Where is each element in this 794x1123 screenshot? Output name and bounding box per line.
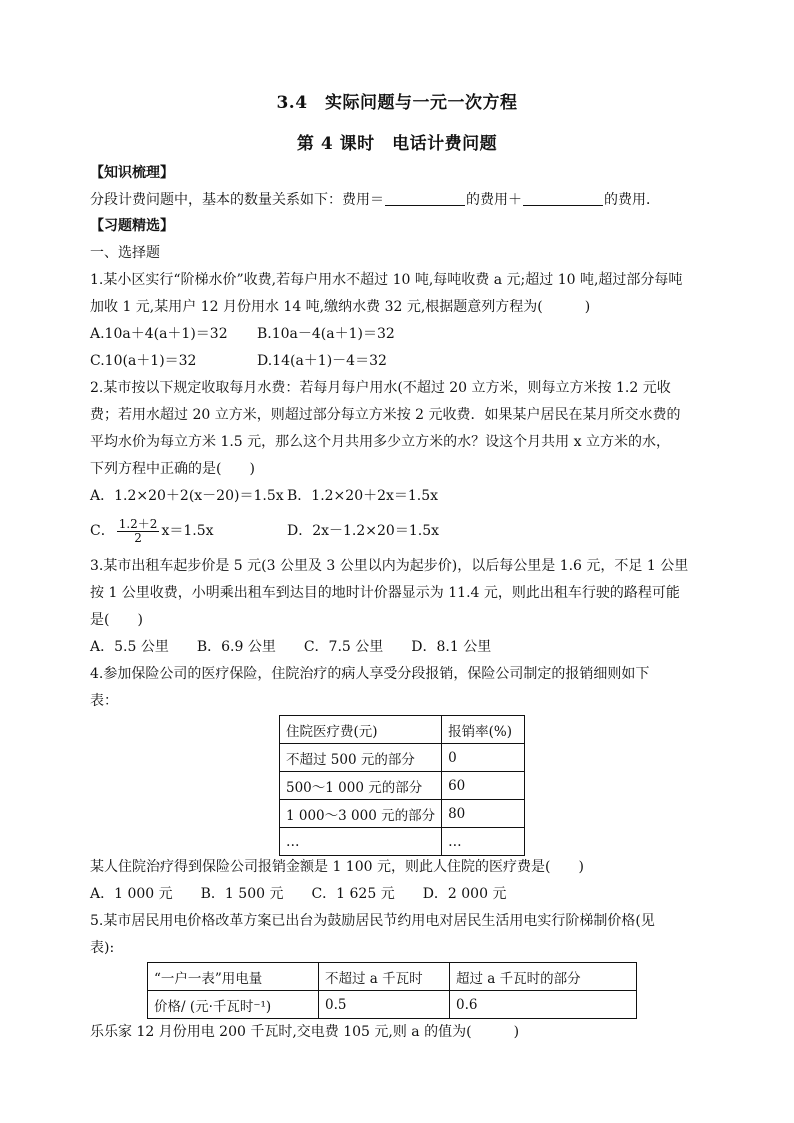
table-header-row xyxy=(280,716,525,744)
q1-line2: 加收 1 元,某用户 12 月份用水 14 吨,缴纳水费 32 元,根据题意列方程为( ) xyxy=(90,299,591,315)
q2-option-c xyxy=(90,514,214,548)
q3-line3: 是( ) xyxy=(90,612,143,628)
table-cell: 0.5 xyxy=(319,991,450,1019)
q2-option-d: D．2x－1.2×20＝1.5x xyxy=(287,523,439,539)
q4-line3: 某人住院治疗得到保险公司报销金额是 1 100 元，则此人住院的医疗费是( ) xyxy=(90,859,584,875)
q4-line1: 4.参加保险公司的医疗保险，住院治疗的病人享受分段报销，保险公司制定的报销细则如下 xyxy=(90,666,650,682)
table-cell: … xyxy=(280,828,442,856)
q2-option-b: B．1.2×20＋2x＝1.5x xyxy=(287,488,439,504)
table-cell: 1 000～3 000 元的部分 xyxy=(280,800,442,828)
table-cell: 80 xyxy=(442,800,525,828)
q2-line3: 平均水价为每立方米 1.5 元，那么这个月共用多少立方米的水？设这个月共用 x 立方米的水， xyxy=(90,434,670,450)
fraction-denominator: 2 xyxy=(134,530,142,545)
fraction xyxy=(117,518,160,545)
q3-line2: 按 1 公里收费，小明乘出租车到达目的地时计价器显示为 11.4 元，则此出租车行驶的路程可能 xyxy=(90,585,680,601)
q5-line1: 5.某市居民用电价格改革方案已出台为鼓励居民节约用电对居民生活用电实行阶梯制价格(见 xyxy=(90,913,655,929)
knowledge-text-part2: 的费用＋ xyxy=(466,192,522,208)
table-cell: 60 xyxy=(442,772,525,800)
q5-line2: 表): xyxy=(90,940,115,956)
knowledge-text-part1: 分段计费问题中，基本的数量关系如下：费用＝ xyxy=(90,192,384,208)
table-row xyxy=(280,772,525,800)
table-header-row xyxy=(148,963,637,991)
table-cell: 不超过 500 元的部分 xyxy=(280,744,442,772)
q4-options: A．1 000 元 B．1 500 元 C．1 625 元 D．2 000 元 xyxy=(90,886,507,902)
table-row xyxy=(148,991,637,1019)
table-header-cell: “一户一表”用电量 xyxy=(148,963,319,991)
table-cell: 0 xyxy=(442,744,525,772)
electricity-price-table xyxy=(147,962,637,1019)
q2-line4: 下列方程中正确的是( ) xyxy=(90,461,255,477)
reimbursement-table xyxy=(279,715,525,856)
table-row xyxy=(280,828,525,856)
q4-line2: 表： xyxy=(90,693,118,709)
q1-option-d: D.14(a＋1)－4＝32 xyxy=(257,353,387,369)
knowledge-text xyxy=(90,190,660,210)
q2-line2: 费；若用水超过 20 立方米，则超过部分每立方米按 2 元收费．如果某户居民在某月所交水费的 xyxy=(90,407,681,423)
table-header-cell: 不超过 a 千瓦时 xyxy=(319,963,450,991)
page-title: 3.4 实际问题与一元一次方程 xyxy=(276,93,518,113)
q2-line1: 2.某市按以下规定收取每月水费：若每月每户用水(不超过 20 立方米，则每立方米按 1.2 元收 xyxy=(90,380,671,396)
section-choice-heading: 一、选择题 xyxy=(90,245,160,261)
table-cell: 500～1 000 元的部分 xyxy=(280,772,442,800)
fill-blank-1 xyxy=(385,191,465,206)
fraction-numerator: 1.2＋2 xyxy=(118,516,158,531)
section-knowledge-heading: 【知识梳理】 xyxy=(90,165,174,181)
q2-option-a: A．1.2×20＋2(x－20)＝1.5x xyxy=(90,488,284,504)
table-cell: 0.6 xyxy=(450,991,637,1019)
q3-options: A．5.5 公里 B．6.9 公里 C．7.5 公里 D．8.1 公里 xyxy=(90,639,492,655)
table-cell: … xyxy=(442,828,525,856)
page-subtitle: 第 4 课时 电话计费问题 xyxy=(296,134,498,154)
q2-option-c-suffix: x＝1.5x xyxy=(161,523,214,539)
q1-option-c: C.10(a＋1)＝32 xyxy=(90,353,197,369)
q1-line1: 1.某小区实行“阶梯水价”收费,若每户用水不超过 10 吨,每吨收费 a 元;超过 10 吨,超过部分每吨 xyxy=(90,272,683,288)
table-header-cell: 超过 a 千瓦时的部分 xyxy=(450,963,637,991)
table-row xyxy=(280,800,525,828)
table-cell: 价格/ (元·千瓦时⁻¹) xyxy=(148,991,319,1019)
q3-line1: 3.某市出租车起步价是 5 元(3 公里及 3 公里以内为起步价)，以后每公里是 1.6 元，不足 1 公里 xyxy=(90,558,689,574)
q2-option-c-prefix: C． xyxy=(90,523,115,539)
fill-blank-2 xyxy=(523,191,603,206)
section-exercises-heading: 【习题精选】 xyxy=(90,218,174,234)
table-header-cell: 住院医疗费(元) xyxy=(280,716,442,744)
knowledge-text-part3: 的费用． xyxy=(604,192,660,208)
table-row xyxy=(280,744,525,772)
q1-option-b: B.10a－4(a＋1)＝32 xyxy=(257,326,395,342)
table-header-cell: 报销率(%) xyxy=(442,716,525,744)
q1-option-a: A.10a＋4(a＋1)＝32 xyxy=(90,326,228,342)
q5-line3: 乐乐家 12 月份用电 200 千瓦时,交电费 105 元,则 a 的值为( ) xyxy=(90,1024,520,1040)
